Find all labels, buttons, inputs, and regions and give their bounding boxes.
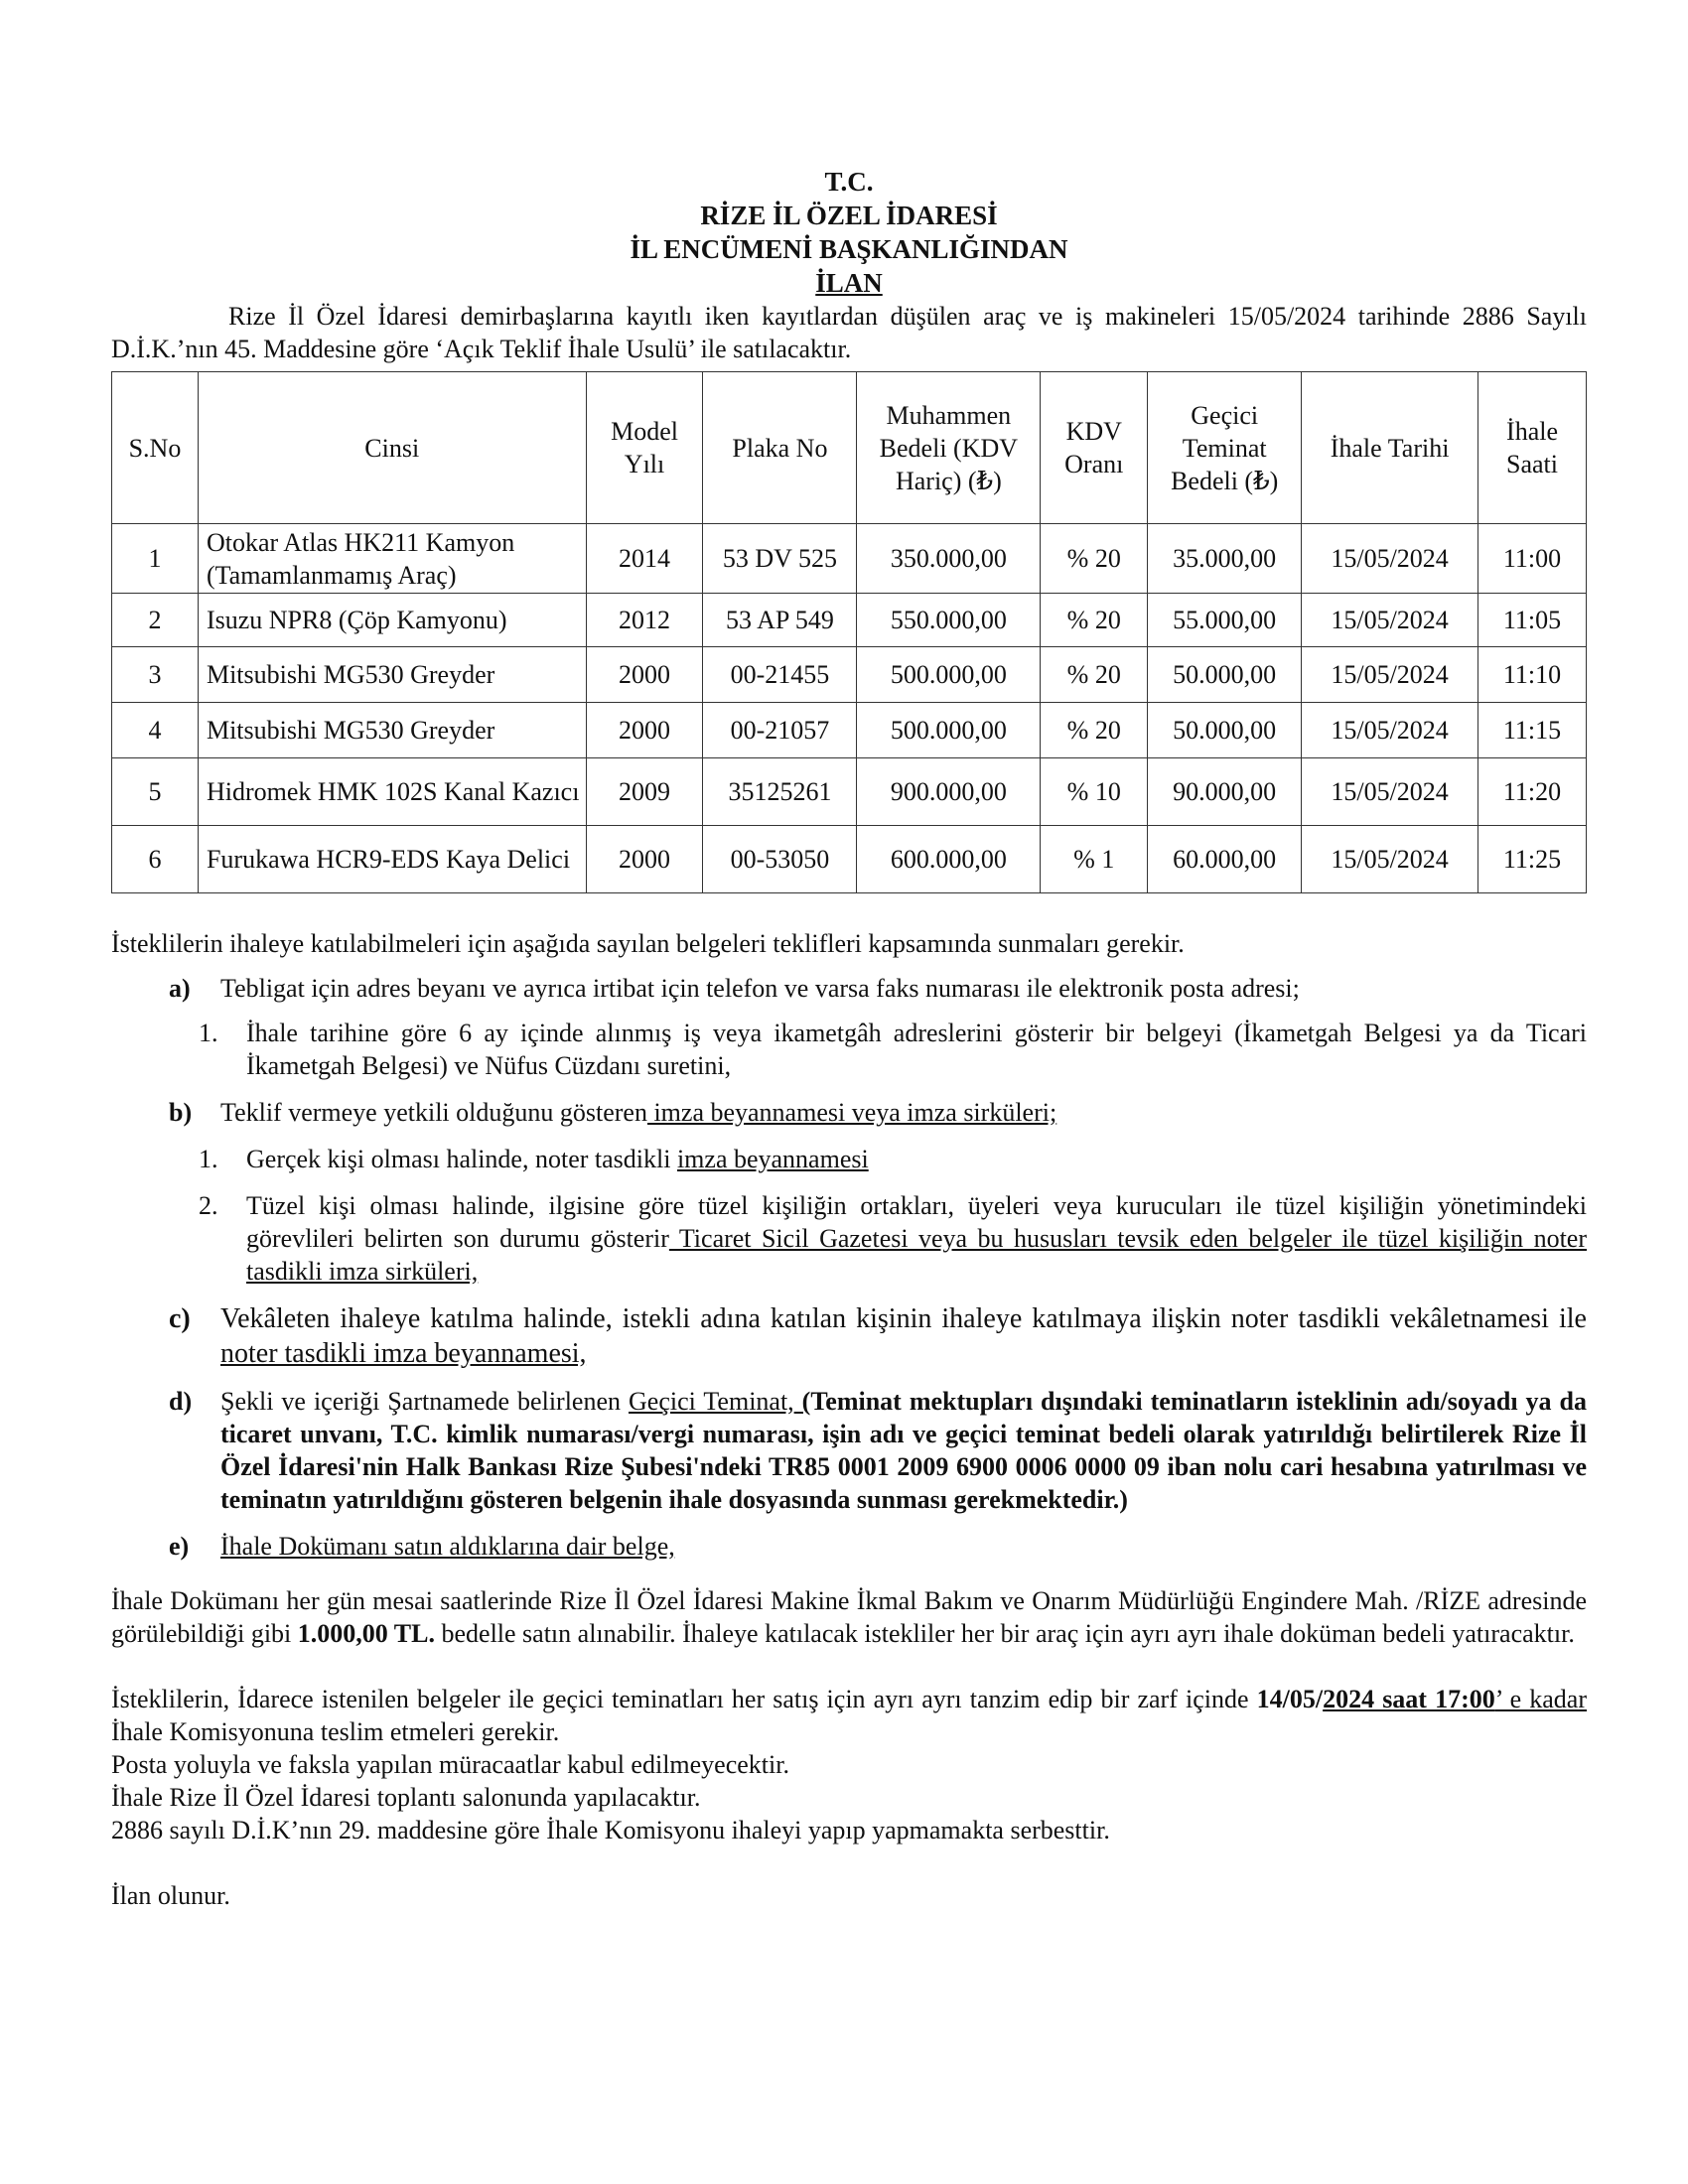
- table-row: [112, 647, 1587, 703]
- cell-bedel: 350.000,00: [857, 524, 1041, 594]
- table-row: [112, 703, 1587, 758]
- closing-p2-until: ’ e kadar: [1494, 1685, 1587, 1713]
- cell-saat: 11:05: [1478, 594, 1587, 647]
- cell-plaka: 53 DV 525: [703, 524, 857, 594]
- requirement-a: [111, 972, 1587, 1005]
- cell-saat: 11:00: [1478, 524, 1587, 594]
- closing-p1-text-end: bedelle satın alınabilir. İhaleye katılacak istekliler her bir araç için ayrı ayrı ihale doküman bedeli yatıracaktır.: [434, 1619, 1575, 1648]
- closing-ilan-olunur: İlan olunur.: [111, 1881, 230, 1910]
- header-institution: RİZE İL ÖZEL İDARESİ: [700, 201, 998, 230]
- cell-sno: 3: [112, 647, 199, 703]
- requirement-c: [111, 1301, 1587, 1371]
- cell-sno: 2: [112, 594, 199, 647]
- requirements-lead: İsteklilerin ihaleye katılabilmeleri için aşağıda sayılan belgeleri teklifleri kapsamında sunmaları gerekir.: [111, 929, 1185, 958]
- cell-tarih: 15/05/2024: [1302, 758, 1478, 826]
- requirement-d-paren: (: [793, 1387, 811, 1416]
- requirement-b-sub2-underlined: Ticaret Sicil Gazetesi veya bu hususları tevsik eden belgeler ile tüzel kişiliğin noter tasdikli imza sirküleri,: [246, 1224, 1587, 1286]
- closing-paragraph-1: [111, 1584, 1587, 1650]
- cell-bedel: 600.000,00: [857, 826, 1041, 893]
- col-header-tarih: İhale Tarihi: [1302, 372, 1478, 524]
- cell-model: 2009: [586, 758, 703, 826]
- requirement-c-text: Vekâleten ihaleye katılma halinde, istekli adına katılan kişinin ihaleye katılmaya ilişkin noter tasdikli vekâletnamesi ile: [220, 1303, 1587, 1334]
- cell-model: 2000: [586, 826, 703, 893]
- header-ilan: İLAN: [815, 268, 883, 298]
- cell-kdv: % 20: [1041, 594, 1148, 647]
- closing-p2-text: İsteklilerin, İdarece istenilen belgeler ile geçici teminatları her satış için ayrı ayrı tanzim edip bir zarf içinde: [111, 1685, 1257, 1713]
- cell-cinsi: Furukawa HCR9-EDS Kaya Delici: [198, 826, 586, 893]
- requirement-b-sub2: [111, 1189, 1587, 1288]
- cell-saat: 11:15: [1478, 703, 1587, 758]
- closing-p2-date: 14/05/: [1256, 1685, 1324, 1713]
- cell-sno: 6: [112, 826, 199, 893]
- cell-saat: 11:10: [1478, 647, 1587, 703]
- cell-plaka: 35125261: [703, 758, 857, 826]
- closing-paragraph-5: 2886 sayılı D.İ.K’nın 29. maddesine göre İhale Komisyonu ihaleyi yapıp yapmamakta serbesttir.: [111, 1816, 1110, 1844]
- requirement-b-sub1: [111, 1143, 1587, 1175]
- cell-plaka: 00-21057: [703, 703, 857, 758]
- header-department: İL ENCÜMENİ BAŞKANLIĞINDAN: [630, 234, 1068, 264]
- cell-tarih: 15/05/2024: [1302, 826, 1478, 893]
- table-header-row: [112, 372, 1587, 524]
- col-header-teminat: Geçici Teminat Bedeli (₺): [1148, 372, 1302, 524]
- cell-tarih: 15/05/2024: [1302, 594, 1478, 647]
- closing-p1-price: 1.000,00 TL.: [297, 1619, 435, 1648]
- cell-kdv: % 20: [1041, 524, 1148, 594]
- requirement-b-sub2-text: Tüzel kişi olması halinde, ilgisine göre tüzel kişiliğin ortakları, üyeleri veya kurucuları ile tüzel kişiliğin yönetimindeki görevlileri belirten son durumu gösterir: [246, 1191, 1587, 1253]
- closing-p2-time: 2024 saat 17:00: [1323, 1685, 1495, 1713]
- cell-teminat: 50.000,00: [1148, 647, 1302, 703]
- col-header-saat: İhale Saati: [1478, 372, 1587, 524]
- requirement-a-sub1: [111, 1017, 1587, 1082]
- requirement-c-label: c): [169, 1303, 191, 1334]
- cell-teminat: 60.000,00: [1148, 826, 1302, 893]
- cell-teminat: 50.000,00: [1148, 703, 1302, 758]
- cell-tarih: 15/05/2024: [1302, 647, 1478, 703]
- cell-cinsi: Mitsubishi MG530 Greyder: [198, 703, 586, 758]
- closing-p1-text: İhale Dokümanı her gün mesai saatlerinde Rize İl Özel İdaresi Makine İkmal Bakım ve Onarım Müdürlüğü Engindere Mah. /RİZE adresinde görülebildiği gibi: [111, 1586, 1587, 1648]
- document-header: [111, 165, 1587, 300]
- cell-cinsi: Isuzu NPR8 (Çöp Kamyonu): [198, 594, 586, 647]
- cell-kdv: % 10: [1041, 758, 1148, 826]
- intro-paragraph: Rize İl Özel İdaresi demirbaşlarına kayıtlı iken kayıtlardan düşülen araç ve iş makineleri 15/05/2024 tarihinde 2886 Sayılı D.İ.K.’nın 45. Maddesine göre ‘Açık Teklif İhale Usulü’ ile satılacaktır.: [111, 302, 1587, 363]
- cell-sno: 5: [112, 758, 199, 826]
- cell-saat: 11:20: [1478, 758, 1587, 826]
- cell-model: 2012: [586, 594, 703, 647]
- cell-sno: 4: [112, 703, 199, 758]
- cell-tarih: 15/05/2024: [1302, 524, 1478, 594]
- closing-p2-text-end: İhale Komisyonuna teslim etmeleri gerekir.: [111, 1717, 560, 1746]
- col-header-model: Model Yılı: [586, 372, 703, 524]
- col-header-cinsi: Cinsi: [198, 372, 586, 524]
- requirement-b-sub2-num: 2.: [199, 1191, 218, 1220]
- requirement-b-label: b): [169, 1098, 193, 1127]
- cell-sno: 1: [112, 524, 199, 594]
- cell-plaka: 00-53050: [703, 826, 857, 893]
- closing-paragraph-4: İhale Rize İl Özel İdaresi toplantı salonunda yapılacaktır.: [111, 1783, 701, 1812]
- requirement-a-sub1-num: 1.: [199, 1019, 218, 1047]
- col-header-kdv: KDV Oranı: [1041, 372, 1148, 524]
- requirement-d-label: d): [169, 1387, 193, 1416]
- cell-cinsi: Mitsubishi MG530 Greyder: [198, 647, 586, 703]
- cell-kdv: % 20: [1041, 703, 1148, 758]
- requirement-c-underlined: noter tasdikli imza beyannamesi,: [220, 1338, 587, 1369]
- col-header-sno: S.No: [112, 372, 199, 524]
- cell-cinsi: Otokar Atlas HK211 Kamyon (Tamamlanmamış Araç): [198, 524, 586, 594]
- cell-cinsi: Hidromek HMK 102S Kanal Kazıcı: [198, 758, 586, 826]
- closing-paragraph-2: [111, 1683, 1587, 1748]
- header-tc: T.C.: [824, 167, 874, 197]
- requirement-b-sub1-text: Gerçek kişi olması halinde, noter tasdikli: [246, 1145, 677, 1173]
- requirement-b-sub1-underlined: imza beyannamesi: [676, 1145, 869, 1173]
- requirement-d-underlined: Geçici Teminat,: [629, 1387, 794, 1416]
- requirement-b-text: Teklif vermeye yetkili olduğunu gösteren: [220, 1098, 647, 1127]
- requirement-a-label: a): [169, 974, 191, 1003]
- requirement-d-bold: Teminat mektupları dışındaki teminatların isteklinin adı/soyadı ya da ticaret unvanı, T.C. kimlik numarası/vergi numarası, işin adı ve geçici teminat bedeli olarak yatırıldığı belirtilerek Rize İl Özel İdaresi'nin Halk Bankası Rize Şubesi'ndeki TR85 0001 2009 6900 0006 0000 09 iban nolu cari hesabına yatırılması ve teminatın yatırıldığını gösteren belgenin ihale dosyasında sunması gerekmektedir.): [220, 1387, 1587, 1514]
- requirement-a-text: Tebligat için adres beyanı ve ayrıca irtibat için telefon ve varsa faks numarası ile elektronik posta adresi;: [220, 974, 1300, 1003]
- requirement-e: [111, 1530, 1587, 1563]
- cell-plaka: 53 AP 549: [703, 594, 857, 647]
- requirements-section: [111, 927, 1587, 1912]
- cell-plaka: 00-21455: [703, 647, 857, 703]
- cell-teminat: 35.000,00: [1148, 524, 1302, 594]
- vehicle-table: [111, 371, 1587, 893]
- requirement-b-sub1-num: 1.: [199, 1145, 218, 1173]
- cell-model: 2000: [586, 703, 703, 758]
- requirement-e-underlined: İhale Dokümanı satın aldıklarına dair belge,: [220, 1532, 675, 1561]
- col-header-bedel: Muhammen Bedeli (KDV Hariç) (₺): [857, 372, 1041, 524]
- requirement-b: [111, 1096, 1587, 1129]
- table-row: [112, 594, 1587, 647]
- requirement-d: [111, 1385, 1587, 1516]
- requirement-d-text: Şekli ve içeriği Şartnamede belirlenen: [220, 1387, 629, 1416]
- cell-saat: 11:25: [1478, 826, 1587, 893]
- requirement-a-sub1-text: İhale tarihine göre 6 ay içinde alınmış iş veya ikametgâh adreslerini gösterir bir belgeyi (İkametgah Belgesi ya da Ticari İkametgah Belgesi) ve Nüfus Cüzdanı suretini,: [246, 1019, 1587, 1080]
- cell-tarih: 15/05/2024: [1302, 703, 1478, 758]
- cell-bedel: 550.000,00: [857, 594, 1041, 647]
- table-row: [112, 524, 1587, 594]
- cell-bedel: 500.000,00: [857, 703, 1041, 758]
- closing-paragraph-3: Posta yoluyla ve faksla yapılan müracaatlar kabul edilmeyecektir.: [111, 1750, 789, 1779]
- cell-model: 2014: [586, 524, 703, 594]
- cell-kdv: % 1: [1041, 826, 1148, 893]
- document-page: [111, 165, 1587, 1912]
- requirement-b-underlined: imza beyannamesi veya imza sirküleri;: [646, 1098, 1057, 1127]
- cell-teminat: 90.000,00: [1148, 758, 1302, 826]
- cell-bedel: 900.000,00: [857, 758, 1041, 826]
- cell-model: 2000: [586, 647, 703, 703]
- cell-bedel: 500.000,00: [857, 647, 1041, 703]
- cell-teminat: 55.000,00: [1148, 594, 1302, 647]
- table-row: [112, 826, 1587, 893]
- requirement-e-label: e): [169, 1532, 190, 1561]
- table-row: [112, 758, 1587, 826]
- cell-kdv: % 20: [1041, 647, 1148, 703]
- col-header-plaka: Plaka No: [703, 372, 857, 524]
